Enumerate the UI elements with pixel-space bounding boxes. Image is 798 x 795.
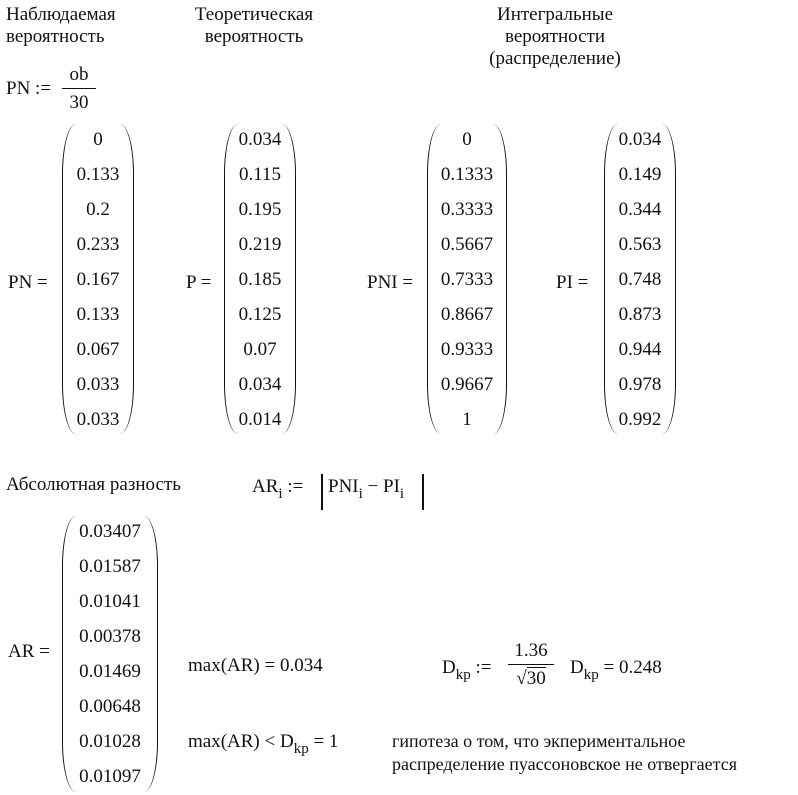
header-theoretical xyxy=(184,4,324,48)
matrix-pn-cell: 0.033 xyxy=(76,374,120,395)
abs-diff-assign: := xyxy=(287,476,304,497)
matrix-pi-cell: 0.978 xyxy=(618,374,662,395)
abs-diff-lhs: AR xyxy=(252,476,279,497)
matrix-pi-cell: 0.149 xyxy=(618,164,662,185)
matrix-pi-cell: 0.344 xyxy=(618,199,662,220)
matrix-ar-cell: 0.03407 xyxy=(79,521,141,542)
abs-diff-lhs-subscript: i xyxy=(278,486,283,502)
matrix-pn-cell: 0.033 xyxy=(76,409,120,430)
matrix-ar-cell: 0.01097 xyxy=(79,766,141,787)
matrix-pn xyxy=(62,124,134,434)
dkp-radicand: 30 xyxy=(526,668,546,689)
matrix-pn-cell: 0.2 xyxy=(86,199,110,220)
dkp-denominator xyxy=(508,668,554,690)
matrix-pn-label: PN = xyxy=(8,272,48,293)
fraction-bar xyxy=(62,88,96,89)
matrix-ar-cell: 0.01041 xyxy=(79,591,141,612)
header-integral-line3: (распределение) xyxy=(489,48,621,69)
comparison-rhs: = 1 xyxy=(313,731,339,752)
matrix-pi-cell: 0.944 xyxy=(618,339,662,360)
header-observed xyxy=(6,4,116,48)
matrix-p-cells xyxy=(237,124,283,434)
matrix-pni-cell: 1 xyxy=(462,409,472,430)
dkp-numerator: 1.36 xyxy=(514,640,548,661)
abs-diff-formula xyxy=(252,476,304,502)
matrix-pi-cell: 0.873 xyxy=(618,304,662,325)
right-paren xyxy=(282,124,296,434)
header-integral-line2: вероятности xyxy=(504,26,606,47)
matrix-pn-cell: 0.233 xyxy=(76,234,120,255)
matrix-pi-label: PI = xyxy=(556,272,589,293)
abs-diff-term1: PNI xyxy=(328,476,359,497)
sqrt-symbol: √ xyxy=(516,668,527,689)
matrix-pni-cell: 0.5667 xyxy=(440,234,494,255)
matrix-pn-cell: 0.133 xyxy=(76,164,120,185)
matrix-p-cell: 0.034 xyxy=(238,374,282,395)
dkp-assign: := xyxy=(475,657,492,678)
max-ar-result: max(AR) = 0.034 xyxy=(188,655,323,676)
left-paren xyxy=(62,124,76,434)
pn-def-denominator: 30 xyxy=(69,92,89,113)
abs-diff-term2: PI xyxy=(383,476,400,497)
abs-diff-term2-subscript: i xyxy=(399,486,405,502)
matrix-p-label: P = xyxy=(186,272,212,293)
header-theoretical-line1: Теоретическая xyxy=(194,4,314,25)
matrix-pi-cell: 0.034 xyxy=(618,129,662,150)
conclusion-line2: распределение пуассоновское не отвергается xyxy=(392,754,738,774)
matrix-p-cell: 0.115 xyxy=(238,164,282,185)
dkp-result xyxy=(570,657,662,683)
matrix-pn-cell: 0.067 xyxy=(76,339,120,360)
matrix-pni-label: PNI = xyxy=(367,272,414,293)
matrix-ar-cells xyxy=(75,516,145,792)
abs-left-bar xyxy=(321,474,323,510)
matrix-p-cell: 0.125 xyxy=(238,304,282,325)
left-paren xyxy=(224,124,238,434)
dkp-result-subscript: kp xyxy=(583,667,599,683)
matrix-ar-cell: 0.01469 xyxy=(79,661,141,682)
matrix-p-cell: 0.034 xyxy=(238,129,282,150)
right-paren xyxy=(662,124,676,434)
matrix-pni-cell: 0.1333 xyxy=(440,164,494,185)
matrix-pi-cell: 0.563 xyxy=(618,234,662,255)
fraction-bar xyxy=(508,664,554,665)
abs-diff-term1-subscript: i xyxy=(358,486,363,502)
left-paren xyxy=(604,124,618,434)
header-integral xyxy=(470,4,640,70)
matrix-pi-cell: 0.992 xyxy=(618,409,662,430)
matrix-pni-cell: 0.7333 xyxy=(440,269,494,290)
comparison-lhs: max(AR) < D xyxy=(188,731,294,752)
conclusion-line1: гипотеза о том, что экпериментальное xyxy=(392,731,686,751)
matrix-pni xyxy=(427,124,507,434)
matrix-p-cell: 0.195 xyxy=(238,199,282,220)
comparison-subscript: kp xyxy=(293,741,309,757)
matrix-pi-cells xyxy=(617,124,663,434)
right-paren xyxy=(493,124,507,434)
matrix-p-cell: 0.07 xyxy=(243,339,277,360)
matrix-ar-cell: 0.00648 xyxy=(79,696,141,717)
matrix-pn-cell: 0.133 xyxy=(76,304,120,325)
right-paren xyxy=(144,516,158,792)
matrix-pi xyxy=(604,124,676,434)
matrix-ar-cell: 0.00378 xyxy=(79,626,141,647)
matrix-ar xyxy=(62,516,158,792)
pn-def-numerator: ob xyxy=(69,64,89,85)
dkp-definition xyxy=(442,657,492,683)
matrix-ar-cell: 0.01587 xyxy=(79,556,141,577)
matrix-pn-cell: 0 xyxy=(93,129,103,150)
matrix-pni-cell: 0 xyxy=(462,129,472,150)
dkp-result-name: D xyxy=(570,657,584,678)
header-theoretical-line2: вероятность xyxy=(204,26,304,47)
matrix-ar-label: AR = xyxy=(8,641,50,662)
matrix-p-cell: 0.185 xyxy=(238,269,282,290)
abs-diff-minus: − xyxy=(367,476,379,497)
header-integral-line1: Интегральные xyxy=(496,4,614,25)
matrix-pni-cell: 0.9333 xyxy=(440,339,494,360)
matrix-pni-cell: 0.3333 xyxy=(440,199,494,220)
matrix-pn-cell: 0.167 xyxy=(76,269,120,290)
matrix-pni-cells xyxy=(440,124,494,434)
pn-def-lhs: PN := xyxy=(6,78,52,99)
header-observed-line2: вероятность xyxy=(6,26,105,47)
conclusion xyxy=(392,730,737,776)
dkp-result-value: = 0.248 xyxy=(603,657,662,678)
right-paren xyxy=(120,124,134,434)
matrix-ar-cell: 0.01028 xyxy=(79,731,141,752)
abs-right-bar xyxy=(422,474,424,510)
left-paren xyxy=(62,516,76,792)
abs-diff-label: Абсолютная разность xyxy=(6,474,181,495)
pn-def-fraction xyxy=(62,64,96,114)
matrix-pni-cell: 0.9667 xyxy=(440,374,494,395)
matrix-p-cell: 0.219 xyxy=(238,234,282,255)
dkp-fraction xyxy=(508,640,554,690)
matrix-p-cell: 0.014 xyxy=(238,409,282,430)
matrix-pni-cell: 0.8667 xyxy=(440,304,494,325)
left-paren xyxy=(427,124,441,434)
header-observed-line1: Наблюдаемая xyxy=(6,4,116,25)
comparison xyxy=(188,731,339,757)
matrix-pn-cells xyxy=(75,124,121,434)
abs-diff-body xyxy=(328,476,405,502)
matrix-p xyxy=(224,124,296,434)
dkp-subscript: kp xyxy=(455,667,471,683)
dkp-name: D xyxy=(442,657,456,678)
matrix-pi-cell: 0.748 xyxy=(618,269,662,290)
